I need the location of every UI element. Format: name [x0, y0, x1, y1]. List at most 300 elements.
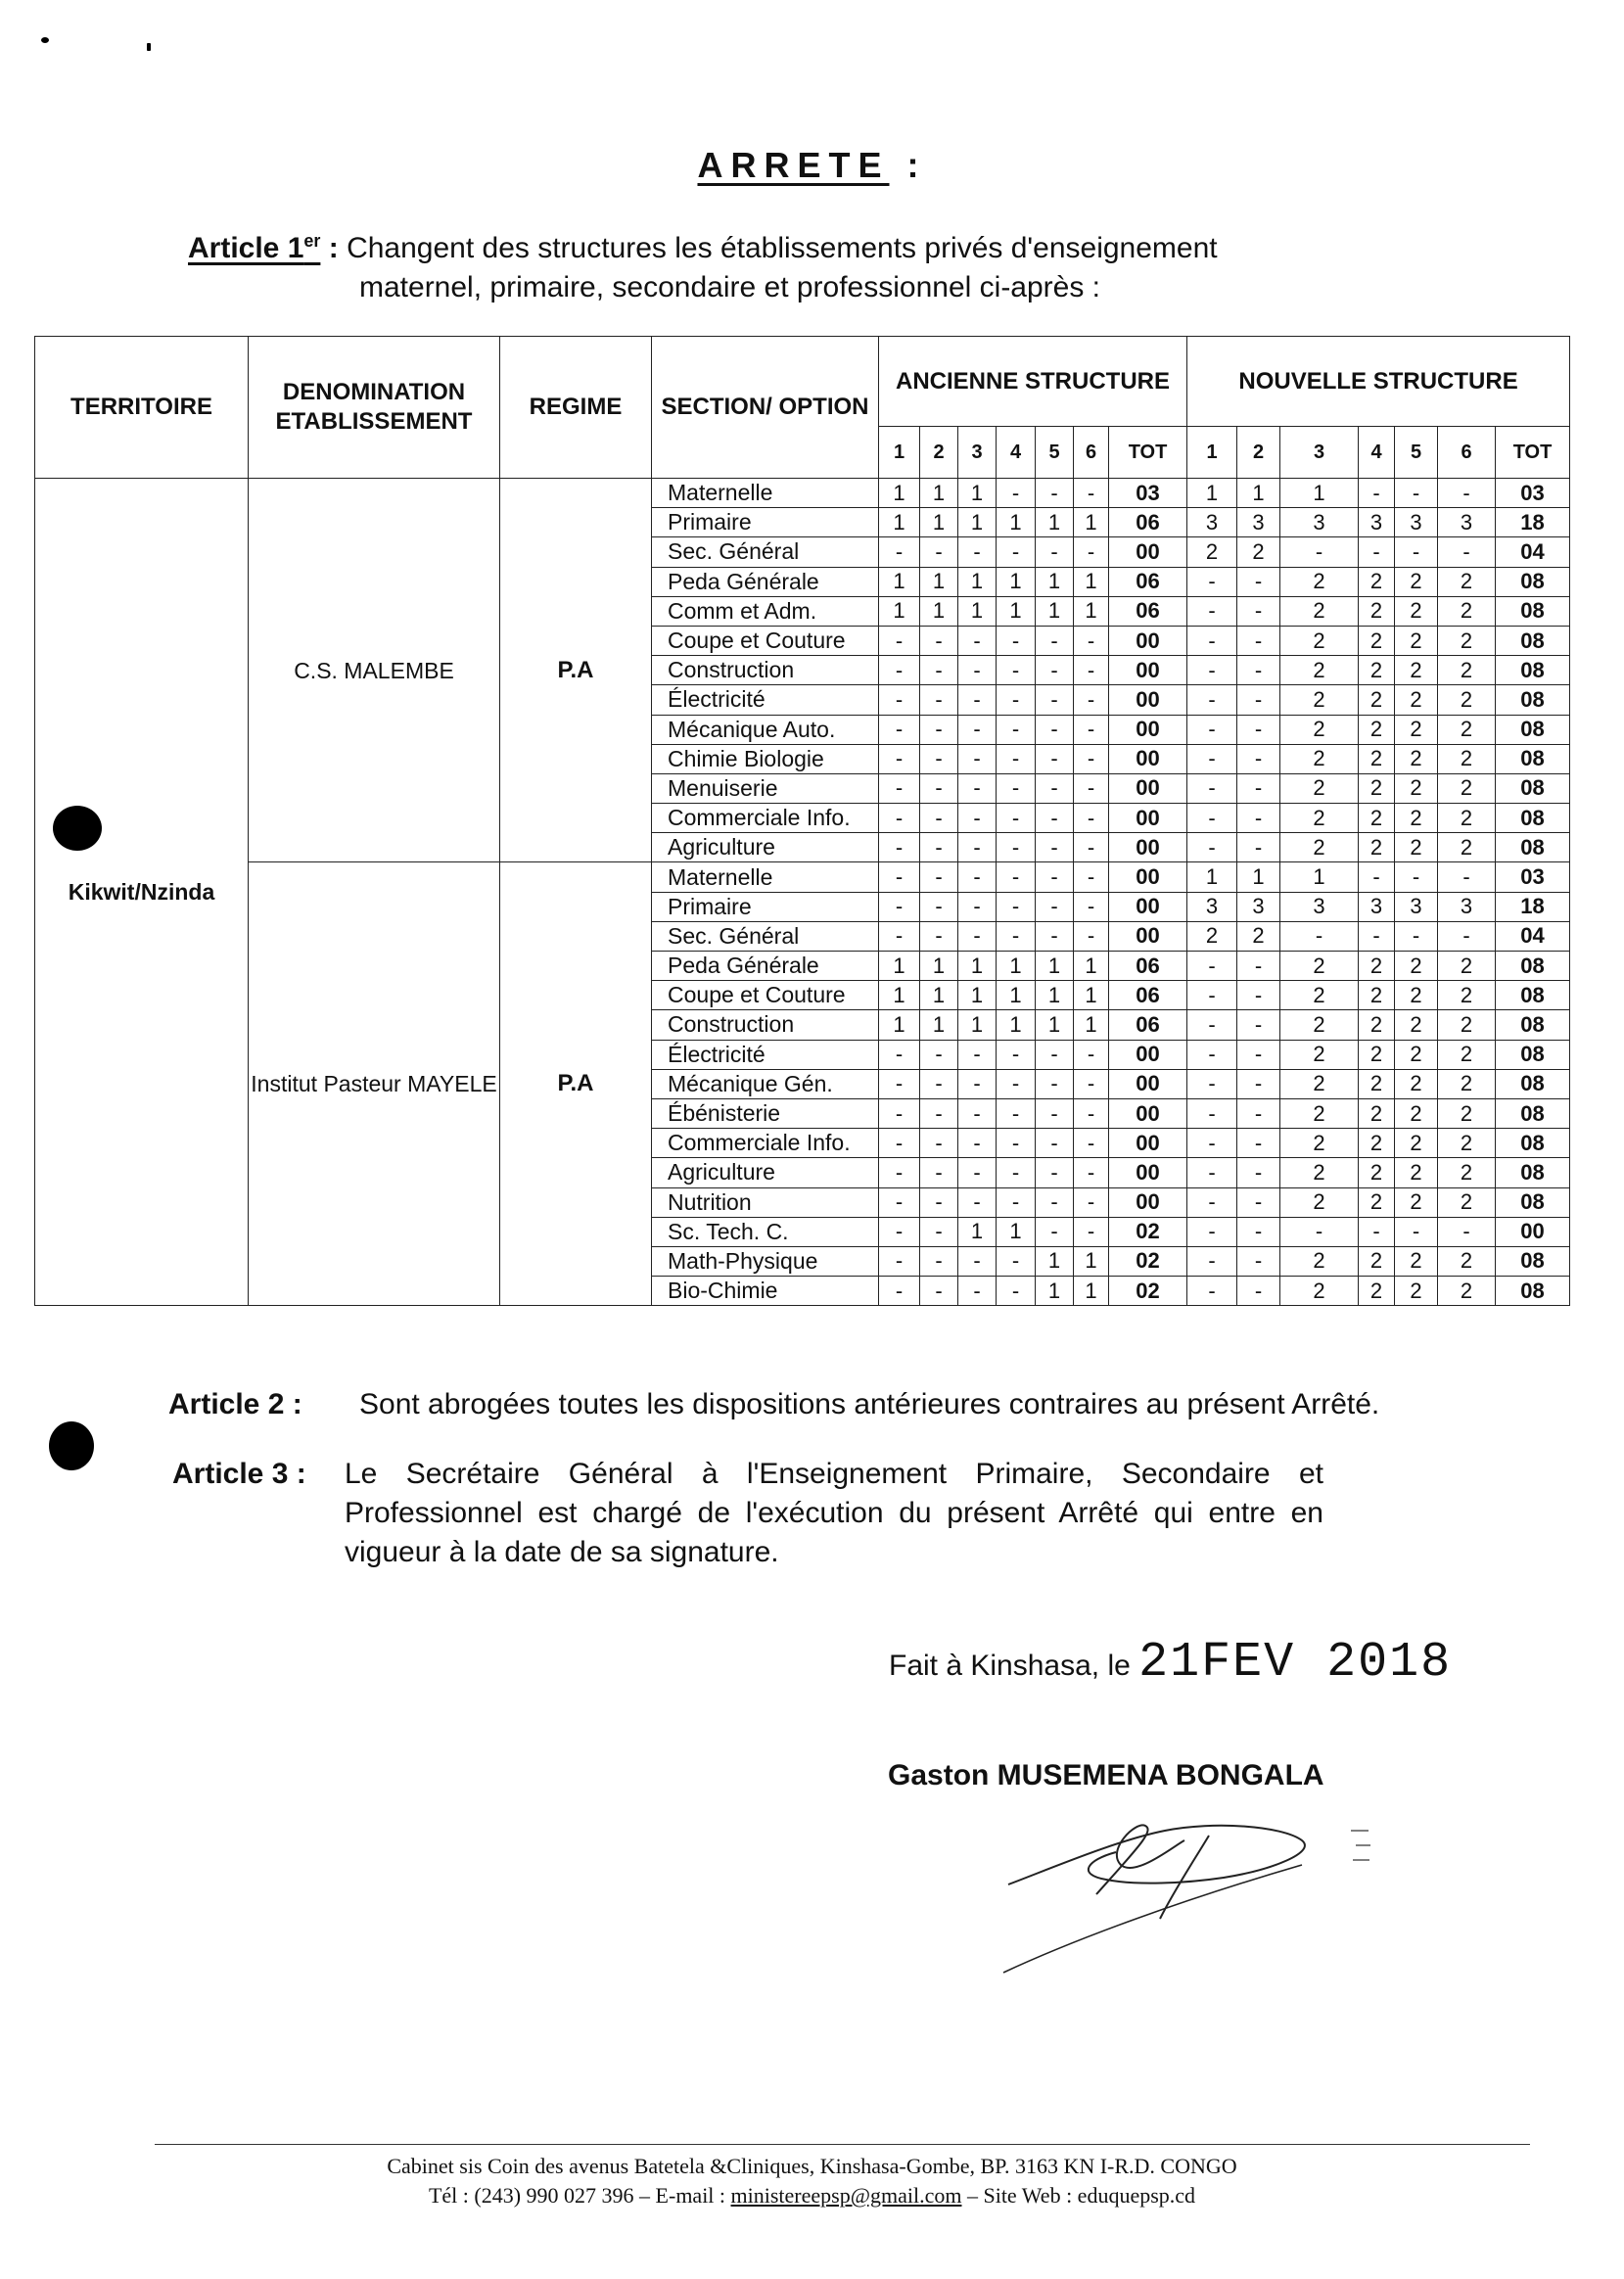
new-structure-cell: 3 — [1280, 892, 1359, 921]
new-structure-cell: - — [1280, 1217, 1359, 1246]
table-row — [35, 479, 1570, 508]
section-cell: Peda Générale — [652, 952, 879, 981]
new-structure-cell: 2 — [1359, 833, 1395, 862]
new-structure-cell: 2 — [1395, 715, 1438, 744]
new-structure-cell: 2 — [1395, 1129, 1438, 1158]
new-structure-cell: - — [1187, 685, 1237, 715]
new-structure-cell: - — [1187, 626, 1237, 655]
old-structure-cell: - — [1074, 862, 1109, 892]
old-structure-cell: - — [920, 1246, 958, 1276]
old-structure-cell: - — [920, 715, 958, 744]
new-structure-cell: 1 — [1187, 862, 1237, 892]
old-structure-cell: 1 — [1036, 1277, 1074, 1306]
new-structure-cell: 08 — [1496, 1187, 1570, 1217]
old-structure-cell: - — [879, 1277, 920, 1306]
old-structure-cell: - — [997, 1040, 1036, 1069]
old-structure-cell: 00 — [1109, 921, 1187, 951]
old-structure-cell: - — [997, 744, 1036, 773]
old-structure-cell: - — [1074, 1187, 1109, 1217]
old-structure-cell: - — [1036, 744, 1074, 773]
old-structure-cell: - — [879, 773, 920, 803]
header-section: SECTION/ OPTION — [652, 337, 879, 479]
old-structure-cell: 06 — [1109, 1010, 1187, 1040]
footer-divider — [155, 2144, 1530, 2145]
old-structure-cell: - — [997, 773, 1036, 803]
old-structure-cell: - — [1074, 1040, 1109, 1069]
new-structure-cell: 2 — [1359, 1069, 1395, 1098]
territoire-cell: Kikwit/Nzinda — [35, 479, 249, 1306]
old-structure-cell: 06 — [1109, 981, 1187, 1010]
section-cell: Bio-Chimie — [652, 1277, 879, 1306]
new-structure-cell: 2 — [1438, 773, 1496, 803]
old-structure-cell: - — [920, 1277, 958, 1306]
old-structure-cell: - — [879, 744, 920, 773]
new-structure-cell: 2 — [1280, 1246, 1359, 1276]
new-structure-cell: - — [1187, 981, 1237, 1010]
old-structure-cell: - — [1074, 537, 1109, 567]
new-structure-cell: 2 — [1359, 626, 1395, 655]
new-structure-cell: 18 — [1496, 892, 1570, 921]
section-cell: Construction — [652, 1010, 879, 1040]
new-structure-cell: 2 — [1438, 833, 1496, 862]
new-structure-cell: 2 — [1438, 596, 1496, 626]
old-structure-cell: - — [958, 862, 997, 892]
new-structure-cell: 2 — [1359, 744, 1395, 773]
old-structure-cell: - — [958, 626, 997, 655]
subheader-new-1: 1 — [1187, 427, 1237, 479]
old-structure-cell: - — [879, 1040, 920, 1069]
new-structure-cell: 3 — [1438, 892, 1496, 921]
new-structure-cell: 2 — [1438, 1010, 1496, 1040]
old-structure-cell: - — [879, 1069, 920, 1098]
new-structure-cell: 2 — [1395, 626, 1438, 655]
old-structure-cell: - — [1036, 833, 1074, 862]
old-structure-cell: 02 — [1109, 1217, 1187, 1246]
old-structure-cell: - — [920, 804, 958, 833]
new-structure-cell: 2 — [1280, 833, 1359, 862]
old-structure-cell: - — [879, 685, 920, 715]
old-structure-cell: - — [879, 626, 920, 655]
old-structure-cell: 1 — [920, 596, 958, 626]
subheader-new-4: 4 — [1359, 427, 1395, 479]
old-structure-cell: 1 — [997, 508, 1036, 537]
new-structure-cell: 08 — [1496, 1040, 1570, 1069]
new-structure-cell: 2 — [1395, 981, 1438, 1010]
old-structure-cell: 1 — [1074, 508, 1109, 537]
new-structure-cell: 08 — [1496, 1277, 1570, 1306]
old-structure-cell: - — [1036, 685, 1074, 715]
old-structure-cell: - — [920, 1158, 958, 1187]
old-structure-cell: - — [958, 537, 997, 567]
subheader-old-4: 4 — [997, 427, 1036, 479]
new-structure-cell: - — [1187, 567, 1237, 596]
new-structure-cell: 2 — [1438, 1098, 1496, 1128]
new-structure-cell: - — [1359, 1217, 1395, 1246]
section-cell: Peda Générale — [652, 567, 879, 596]
new-structure-cell: 2 — [1438, 1040, 1496, 1069]
old-structure-cell: - — [1074, 1158, 1109, 1187]
old-structure-cell: - — [1036, 921, 1074, 951]
new-structure-cell: - — [1237, 596, 1280, 626]
new-structure-cell: 2 — [1280, 715, 1359, 744]
new-structure-cell: 2 — [1359, 656, 1395, 685]
new-structure-cell: 2 — [1395, 1010, 1438, 1040]
old-structure-cell: - — [920, 1129, 958, 1158]
old-structure-cell: - — [1074, 1129, 1109, 1158]
old-structure-cell: - — [1074, 921, 1109, 951]
old-structure-cell: - — [958, 1040, 997, 1069]
old-structure-cell: 1 — [1074, 981, 1109, 1010]
old-structure-cell: 00 — [1109, 1040, 1187, 1069]
old-structure-cell: - — [1036, 1187, 1074, 1217]
old-structure-cell: 1 — [1074, 1010, 1109, 1040]
old-structure-cell: - — [997, 804, 1036, 833]
new-structure-cell: 1 — [1280, 479, 1359, 508]
new-structure-cell: 2 — [1280, 1129, 1359, 1158]
new-structure-cell: - — [1187, 1069, 1237, 1098]
section-cell: Mécanique Gén. — [652, 1069, 879, 1098]
old-structure-cell: 1 — [920, 952, 958, 981]
old-structure-cell: - — [997, 1158, 1036, 1187]
new-structure-cell: 2 — [1395, 804, 1438, 833]
old-structure-cell: - — [958, 715, 997, 744]
new-structure-cell: 2 — [1280, 1010, 1359, 1040]
new-structure-cell: - — [1187, 715, 1237, 744]
old-structure-cell: - — [958, 685, 997, 715]
section-cell: Coupe et Couture — [652, 981, 879, 1010]
footer-email-link[interactable]: ministereepsp@gmail.com — [730, 2183, 962, 2208]
new-structure-cell: 08 — [1496, 1010, 1570, 1040]
new-structure-cell: - — [1187, 773, 1237, 803]
new-structure-cell: - — [1187, 744, 1237, 773]
new-structure-cell: 2 — [1395, 656, 1438, 685]
new-structure-cell: 08 — [1496, 685, 1570, 715]
scan-blot — [49, 1421, 94, 1470]
old-structure-cell: - — [920, 1098, 958, 1128]
new-structure-cell: - — [1359, 537, 1395, 567]
signer-name: Gaston MUSEMENA BONGALA — [888, 1759, 1324, 1791]
old-structure-cell: - — [920, 892, 958, 921]
old-structure-cell: - — [958, 1187, 997, 1217]
new-structure-cell: 2 — [1359, 685, 1395, 715]
new-structure-cell: 08 — [1496, 1098, 1570, 1128]
old-structure-cell: - — [920, 833, 958, 862]
old-structure-cell: 1 — [879, 1010, 920, 1040]
section-cell: Primaire — [652, 508, 879, 537]
new-structure-cell: - — [1359, 862, 1395, 892]
section-cell: Chimie Biologie — [652, 744, 879, 773]
old-structure-cell: 1 — [958, 508, 997, 537]
new-structure-cell: - — [1237, 626, 1280, 655]
new-structure-cell: 2 — [1395, 1158, 1438, 1187]
table-row — [35, 862, 1570, 892]
new-structure-cell: - — [1187, 1246, 1237, 1276]
old-structure-cell: - — [1036, 479, 1074, 508]
old-structure-cell: - — [997, 479, 1036, 508]
article-3-text: Le Secrétaire Général à l'Enseignement Primaire, Secondaire et Professionnel est chargé de l'exécution du présent Arrêté qui entre en vigueur à la date de sa signature. — [345, 1458, 1323, 1568]
new-structure-cell: - — [1237, 1098, 1280, 1128]
old-structure-cell: 1 — [879, 508, 920, 537]
new-structure-cell: 2 — [1359, 1277, 1395, 1306]
new-structure-cell: - — [1237, 773, 1280, 803]
old-structure-cell: - — [879, 715, 920, 744]
new-structure-cell: 2 — [1280, 744, 1359, 773]
old-structure-cell: - — [1036, 537, 1074, 567]
old-structure-cell: - — [958, 1069, 997, 1098]
old-structure-cell: 06 — [1109, 596, 1187, 626]
section-cell: Ébénisterie — [652, 1098, 879, 1128]
structures-table — [34, 336, 1570, 1306]
new-structure-cell: - — [1237, 715, 1280, 744]
header-regime: REGIME — [500, 337, 652, 479]
footer — [0, 2152, 1624, 2210]
article-3-label: Article 3 : — [172, 1458, 306, 1490]
old-structure-cell: - — [997, 1098, 1036, 1128]
old-structure-cell: 00 — [1109, 892, 1187, 921]
new-structure-cell: - — [1237, 1277, 1280, 1306]
new-structure-cell: - — [1187, 1040, 1237, 1069]
old-structure-cell: - — [1074, 892, 1109, 921]
new-structure-cell: 2 — [1438, 1069, 1496, 1098]
subheader-new-3: 3 — [1280, 427, 1359, 479]
new-structure-cell: 2 — [1359, 1246, 1395, 1276]
old-structure-cell: - — [879, 1217, 920, 1246]
old-structure-cell: 1 — [958, 1217, 997, 1246]
new-structure-cell: - — [1237, 952, 1280, 981]
new-structure-cell: 2 — [1359, 952, 1395, 981]
old-structure-cell: 00 — [1109, 537, 1187, 567]
section-cell: Maternelle — [652, 479, 879, 508]
old-structure-cell: - — [997, 1129, 1036, 1158]
subheader-old-tot: TOT — [1109, 427, 1187, 479]
signoff-place-date: Fait à Kinshasa, le 21FEV 2018 — [889, 1635, 1453, 1691]
old-structure-cell: - — [1074, 1217, 1109, 1246]
subheader-new-2: 2 — [1237, 427, 1280, 479]
new-structure-cell: - — [1395, 537, 1438, 567]
old-structure-cell: 00 — [1109, 685, 1187, 715]
old-structure-cell: 1 — [997, 567, 1036, 596]
old-structure-cell: - — [1074, 656, 1109, 685]
old-structure-cell: - — [1074, 1098, 1109, 1128]
new-structure-cell: 3 — [1237, 508, 1280, 537]
header-territoire: TERRITOIRE — [35, 337, 249, 479]
old-structure-cell: - — [920, 656, 958, 685]
old-structure-cell: - — [920, 1069, 958, 1098]
new-structure-cell: - — [1395, 1217, 1438, 1246]
old-structure-cell: 1 — [1074, 1277, 1109, 1306]
new-structure-cell: - — [1359, 479, 1395, 508]
old-structure-cell: 06 — [1109, 508, 1187, 537]
old-structure-cell: 1 — [920, 567, 958, 596]
old-structure-cell: - — [1036, 773, 1074, 803]
old-structure-cell: - — [920, 1040, 958, 1069]
old-structure-cell: - — [879, 1129, 920, 1158]
section-cell: Math-Physique — [652, 1246, 879, 1276]
old-structure-cell: - — [920, 1217, 958, 1246]
old-structure-cell: - — [879, 921, 920, 951]
new-structure-cell: - — [1237, 1010, 1280, 1040]
section-cell: Agriculture — [652, 1158, 879, 1187]
old-structure-cell: - — [879, 1158, 920, 1187]
new-structure-cell: 08 — [1496, 715, 1570, 744]
new-structure-cell: 08 — [1496, 981, 1570, 1010]
new-structure-cell: - — [1237, 1040, 1280, 1069]
old-structure-cell: - — [997, 1069, 1036, 1098]
old-structure-cell: - — [997, 892, 1036, 921]
old-structure-cell: 00 — [1109, 773, 1187, 803]
new-structure-cell: 2 — [1438, 567, 1496, 596]
old-structure-cell: 1 — [879, 952, 920, 981]
old-structure-cell: - — [1036, 892, 1074, 921]
new-structure-cell: 3 — [1187, 508, 1237, 537]
section-cell: Mécanique Auto. — [652, 715, 879, 744]
old-structure-cell: 00 — [1109, 1098, 1187, 1128]
old-structure-cell: 1 — [879, 567, 920, 596]
new-structure-cell: 2 — [1237, 921, 1280, 951]
new-structure-cell: 2 — [1280, 773, 1359, 803]
new-structure-cell: 3 — [1359, 508, 1395, 537]
section-cell: Agriculture — [652, 833, 879, 862]
old-structure-cell: 02 — [1109, 1277, 1187, 1306]
section-cell: Construction — [652, 656, 879, 685]
section-cell: Sec. Général — [652, 921, 879, 951]
new-structure-cell: - — [1237, 744, 1280, 773]
old-structure-cell: - — [1074, 1069, 1109, 1098]
section-cell: Menuiserie — [652, 773, 879, 803]
old-structure-cell: 06 — [1109, 952, 1187, 981]
new-structure-cell: 2 — [1395, 1098, 1438, 1128]
old-structure-cell: 1 — [1036, 981, 1074, 1010]
new-structure-cell: 04 — [1496, 537, 1570, 567]
old-structure-cell: - — [920, 921, 958, 951]
new-structure-cell: 2 — [1438, 1277, 1496, 1306]
new-structure-cell: - — [1438, 537, 1496, 567]
page-title: ARRETE : — [697, 145, 927, 185]
scan-speck — [41, 37, 49, 43]
new-structure-cell: 2 — [1280, 804, 1359, 833]
new-structure-cell: - — [1187, 1187, 1237, 1217]
old-structure-cell: - — [997, 685, 1036, 715]
new-structure-cell: 18 — [1496, 508, 1570, 537]
old-structure-cell: 1 — [1074, 596, 1109, 626]
old-structure-cell: 1 — [997, 596, 1036, 626]
old-structure-cell: 1 — [958, 596, 997, 626]
footer-address: Cabinet sis Coin des avenus Batetela &Cliniques, Kinshasa-Gombe, BP. 3163 KN I-R.D. CONGO — [387, 2154, 1237, 2178]
new-structure-cell: 04 — [1496, 921, 1570, 951]
old-structure-cell: - — [958, 744, 997, 773]
new-structure-cell: 2 — [1438, 952, 1496, 981]
old-structure-cell: - — [1074, 479, 1109, 508]
new-structure-cell: 08 — [1496, 596, 1570, 626]
new-structure-cell: 2 — [1280, 952, 1359, 981]
old-structure-cell: - — [997, 1187, 1036, 1217]
scan-blot — [53, 806, 102, 851]
old-structure-cell: 00 — [1109, 744, 1187, 773]
old-structure-cell: - — [997, 537, 1036, 567]
new-structure-cell: 2 — [1438, 744, 1496, 773]
old-structure-cell: 1 — [879, 479, 920, 508]
new-structure-cell: 2 — [1395, 567, 1438, 596]
old-structure-cell: - — [997, 833, 1036, 862]
article-1: Article 1er : Changent des structures les établissements privés d'enseignement maternel, primaire, secondaire et professionnel ci-après : — [188, 221, 1218, 307]
denomination-cell: Institut Pasteur MAYELE — [249, 862, 500, 1306]
new-structure-cell: - — [1237, 1069, 1280, 1098]
old-structure-cell: 00 — [1109, 1187, 1187, 1217]
new-structure-cell: 3 — [1438, 508, 1496, 537]
old-structure-cell: 00 — [1109, 715, 1187, 744]
old-structure-cell: 1 — [997, 1217, 1036, 1246]
new-structure-cell: - — [1237, 656, 1280, 685]
old-structure-cell: - — [997, 1277, 1036, 1306]
old-structure-cell: 00 — [1109, 1158, 1187, 1187]
old-structure-cell: 1 — [958, 479, 997, 508]
scan-speck — [147, 43, 151, 51]
old-structure-cell: - — [920, 773, 958, 803]
old-structure-cell: - — [958, 656, 997, 685]
old-structure-cell: - — [879, 1187, 920, 1217]
new-structure-cell: 3 — [1395, 892, 1438, 921]
new-structure-cell: 2 — [1395, 1277, 1438, 1306]
old-structure-cell: - — [997, 862, 1036, 892]
old-structure-cell: - — [1036, 1158, 1074, 1187]
new-structure-cell: - — [1280, 921, 1359, 951]
old-structure-cell: 00 — [1109, 833, 1187, 862]
old-structure-cell: - — [879, 1098, 920, 1128]
old-structure-cell: - — [1036, 1069, 1074, 1098]
new-structure-cell: 2 — [1280, 1069, 1359, 1098]
old-structure-cell: - — [1074, 833, 1109, 862]
new-structure-cell: - — [1438, 1217, 1496, 1246]
new-structure-cell: 2 — [1359, 1098, 1395, 1128]
subheader-old-2: 2 — [920, 427, 958, 479]
section-cell: Comm et Adm. — [652, 596, 879, 626]
new-structure-cell: 2 — [1280, 1187, 1359, 1217]
old-structure-cell: - — [958, 833, 997, 862]
new-structure-cell: 2 — [1359, 804, 1395, 833]
new-structure-cell: 2 — [1395, 1187, 1438, 1217]
old-structure-cell: - — [958, 921, 997, 951]
new-structure-cell: 2 — [1359, 1129, 1395, 1158]
new-structure-cell: 2 — [1395, 744, 1438, 773]
new-structure-cell: 2 — [1359, 773, 1395, 803]
new-structure-cell: - — [1237, 1158, 1280, 1187]
old-structure-cell: - — [1036, 1129, 1074, 1158]
header-denomination: DENOMINATION ETABLISSEMENT — [249, 337, 500, 479]
old-structure-cell: 1 — [1036, 1246, 1074, 1276]
new-structure-cell: 2 — [1438, 656, 1496, 685]
old-structure-cell: 02 — [1109, 1246, 1187, 1276]
new-structure-cell: 2 — [1395, 952, 1438, 981]
old-structure-cell: - — [879, 537, 920, 567]
old-structure-cell: 1 — [958, 1010, 997, 1040]
new-structure-cell: - — [1237, 981, 1280, 1010]
new-structure-cell: 2 — [1359, 1158, 1395, 1187]
new-structure-cell: 3 — [1359, 892, 1395, 921]
new-structure-cell: - — [1395, 479, 1438, 508]
new-structure-cell: 2 — [1395, 833, 1438, 862]
new-structure-cell: 08 — [1496, 567, 1570, 596]
section-cell: Maternelle — [652, 862, 879, 892]
old-structure-cell: - — [958, 892, 997, 921]
old-structure-cell: 03 — [1109, 479, 1187, 508]
old-structure-cell: - — [997, 626, 1036, 655]
new-structure-cell: 08 — [1496, 952, 1570, 981]
new-structure-cell: 2 — [1438, 804, 1496, 833]
old-structure-cell: 1 — [958, 567, 997, 596]
new-structure-cell: 2 — [1359, 981, 1395, 1010]
article-2-text: Sont abrogées toutes les dispositions antérieures contraires au présent Arrêté. — [359, 1388, 1380, 1420]
new-structure-cell: 2 — [1359, 596, 1395, 626]
